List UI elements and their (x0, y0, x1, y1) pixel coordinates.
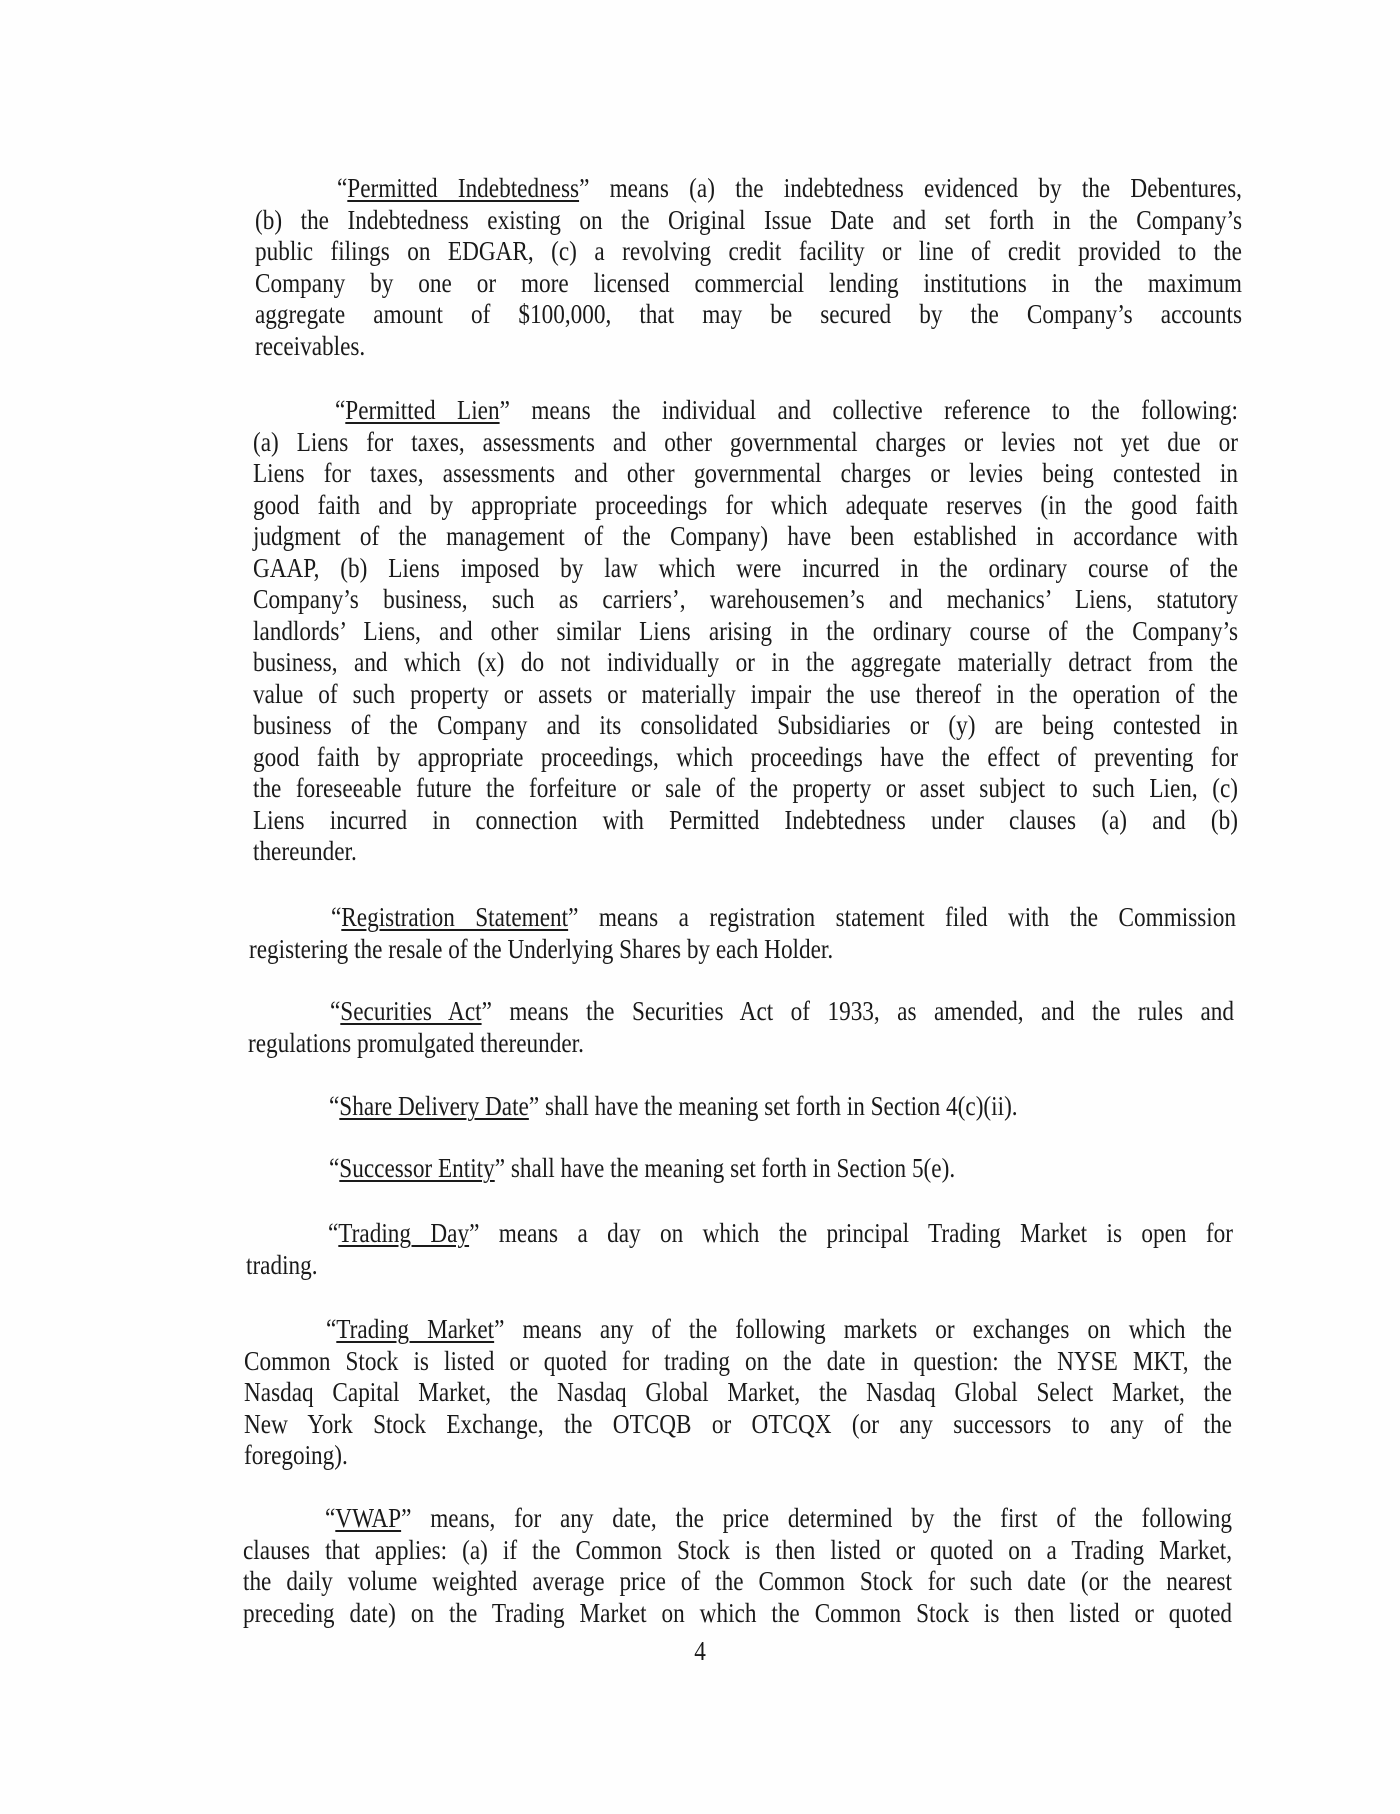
definition-first-line (330, 996, 1234, 1026)
open-quote: “ (337, 173, 348, 203)
defined-term: VWAP (335, 1503, 402, 1533)
defined-term: Permitted Indebtedness (347, 173, 580, 203)
defined-term: Trading Day (338, 1218, 470, 1248)
definition-text: ” means the individual and collective reference to the following: (499, 395, 1238, 425)
definition-first-line (326, 1314, 1232, 1344)
definition-line: public filings on EDGAR, (c) a revolving credit facility or line of credit provided to the (255, 236, 1242, 266)
definition-text: ” shall have the meaning set forth in Section 5(e). (494, 1153, 956, 1183)
definition-line: Liens incurred in connection with Permitted Indebtedness under clauses (a) and (b) (253, 804, 1238, 835)
open-quote: “ (325, 1503, 336, 1533)
definition-text: ” means a registration statement filed with the Commission (568, 902, 1236, 932)
definition-line: (a) Liens for taxes, assessments and other governmental charges or levies not yet due or (253, 426, 1238, 457)
defined-term: Registration Statement (341, 902, 569, 932)
definition-line: the daily volume weighted average price of the Common Stock for such date (or the nearest (243, 1566, 1232, 1596)
definition-line: thereunder. (253, 836, 357, 866)
defined-term: Trading Market (336, 1314, 495, 1344)
definition-line: judgment of the management of the Company) have been established in accordance with (253, 521, 1238, 551)
definition-line: preceding date) on the Trading Market on which the Common Stock is then listed or quoted (243, 1597, 1232, 1628)
definition-text: ” means the Securities Act of 1933, as amended, and the rules and (481, 996, 1234, 1026)
definition-line: New York Stock Exchange, the OTCQB or OTCQX (or any successors to any of the (244, 1408, 1232, 1439)
definition-first-line (335, 395, 1238, 425)
definition-text: ” means, for any date, the price determined by the first of the following (401, 1503, 1232, 1533)
open-quote: “ (335, 395, 346, 425)
definition-line: business of the Company and its consolidated Subsidiaries or (y) are being contested in (253, 710, 1238, 740)
open-quote: “ (328, 1218, 339, 1248)
definition-first-line (329, 1153, 1234, 1183)
definition-text: ” shall have the meaning set forth in Section 4(c)(ii). (528, 1091, 1018, 1121)
definition-line: registering the resale of the Underlying Shares by each Holder. (249, 933, 834, 964)
definition-line: receivables. (255, 330, 366, 361)
open-quote: “ (330, 996, 341, 1026)
definition-line: Common Stock is listed or quoted for trading on the date in question: the NYSE MKT, the (244, 1345, 1232, 1376)
open-quote: “ (326, 1314, 337, 1344)
open-quote: “ (329, 1091, 340, 1121)
definition-text: ” means a day on which the principal Trading Market is open for (469, 1218, 1233, 1248)
definition-line: aggregate amount of $100,000, that may be secured by the Company’s accounts (255, 299, 1242, 329)
definition-line: value of such property or assets or materially impair the use thereof in the operation of the (253, 678, 1238, 709)
definition-text: ” means (a) the indebtedness evidenced by the Debentures, (579, 173, 1242, 203)
definition-line: the foreseeable future the forfeiture or sale of the property or asset subject to such Lien, (c) (253, 773, 1238, 803)
defined-term: Securities Act (340, 996, 482, 1026)
definition-line: landlords’ Liens, and other similar Liens arising in the ordinary course of the Company’s (253, 615, 1238, 646)
definition-line: regulations promulgated thereunder. (248, 1027, 584, 1058)
definition-line: GAAP, (b) Liens imposed by law which were incurred in the ordinary course of the (253, 552, 1238, 583)
definition-first-line (328, 1218, 1233, 1248)
definition-line: foregoing). (244, 1440, 348, 1470)
definition-line: Company by one or more licensed commercial lending institutions in the maximum (255, 267, 1242, 298)
open-quote: “ (329, 1153, 340, 1183)
definition-line: Company’s business, such as carriers’, warehousemen’s and mechanics’ Liens, statutory (253, 584, 1238, 614)
definition-first-line (337, 173, 1242, 203)
definition-line: trading. (246, 1249, 318, 1280)
open-quote: “ (331, 902, 342, 932)
definition-line: Nasdaq Capital Market, the Nasdaq Global Market, the Nasdaq Global Select Market, the (244, 1377, 1232, 1407)
definition-line: (b) the Indebtedness existing on the Original Issue Date and set forth in the Company’s (255, 204, 1242, 235)
definition-first-line (331, 902, 1236, 932)
definition-text: ” means any of the following markets or exchanges on which the (494, 1314, 1232, 1344)
definition-line: good faith by appropriate proceedings, which proceedings have the effect of preventing for (253, 741, 1238, 772)
definition-first-line (329, 1091, 1234, 1121)
definition-line: Liens for taxes, assessments and other governmental charges or levies being contested in (253, 458, 1238, 488)
definition-line: clauses that applies: (a) if the Common Stock is then listed or quoted on a Trading Market, (243, 1534, 1232, 1565)
defined-term: Share Delivery Date (339, 1091, 529, 1121)
definition-first-line (325, 1503, 1232, 1533)
definition-line: good faith and by appropriate proceedings for which adequate reserves (in the good faith (253, 489, 1238, 520)
page-number: 4 (694, 1636, 706, 1666)
defined-term: Successor Entity (339, 1153, 495, 1183)
definition-line: business, and which (x) do not individually or in the aggregate materially detract from the (253, 647, 1238, 677)
defined-term: Permitted Lien (345, 395, 500, 425)
